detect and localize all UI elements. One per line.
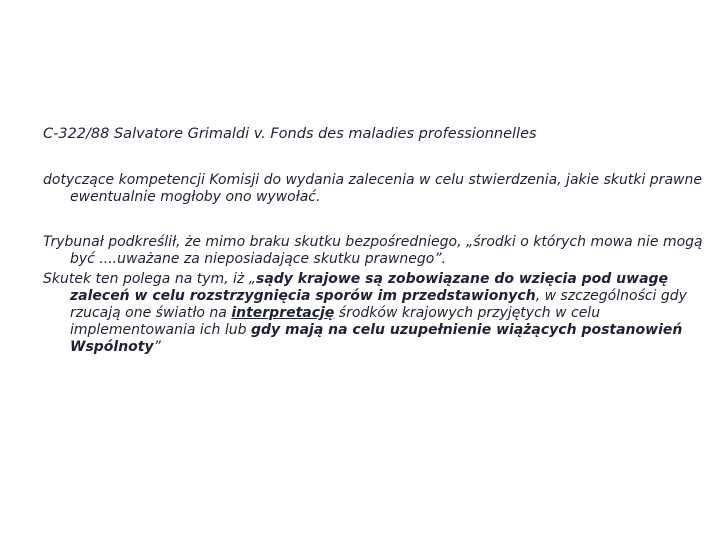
paragraph-court-emphasis: Trybunał podkreślił, że mimo braku skutku bezpośredniego, „środki o których mowa nie mogą być ....uważane za nieposiadające skutku prawnego”.: [43, 234, 703, 267]
paragraph3-bold-interpretation: interpretację: [231, 305, 335, 321]
paragraph-commission-competence: dotyczące kompetencji Komisji do wydania zalecenia w celu stwierdzenia, jakie skutki prawne ewentualnie mogłoby ono wywołać.: [43, 172, 702, 205]
paragraph3-bold-courts-obligation: sądy krajowe są zobowiązane do wzięcia pod uwagę zaleceń w celu rozstrzygnięcia sporów im przedstawionych: [70, 271, 669, 304]
paragraph3-text-3: środków krajowych przyjętych w celu implementowania ich lub: [70, 305, 601, 338]
paragraph3-text-4: ”: [153, 339, 161, 355]
paragraph3-text-1: Skutek ten polega na tym, iż „: [43, 271, 256, 287]
case-title: C-322/88 Salvatore Grimaldi v. Fonds des maladies professionnelles: [43, 126, 537, 142]
paragraph-legal-effect: [43, 271, 720, 356]
paragraph3-bold-supplement: gdy mają na celu uzupełnienie wiążących postanowień Wspólnoty: [70, 322, 683, 355]
paragraph3-text-2: , w szczególności gdy rzucają one światło na: [70, 288, 687, 321]
